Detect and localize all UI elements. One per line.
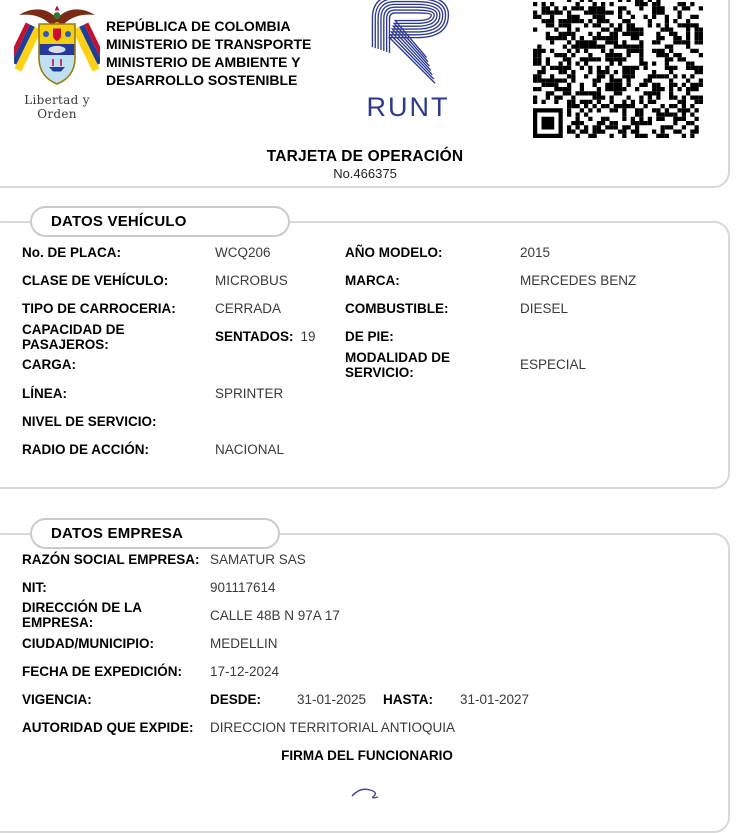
- company-row: [22, 601, 728, 629]
- field-label: AUTORIDAD QUE EXPIDE:: [22, 719, 194, 735]
- field-label: MODALIDAD DE SERVICIO:: [345, 349, 450, 380]
- field-value: 17-12-2024: [210, 663, 280, 679]
- field-label: COMBUSTIBLE:: [345, 300, 449, 316]
- vigencia-to-value: 31-01-2027: [460, 691, 530, 707]
- field-label: RAZÓN SOCIAL EMPRESA:: [22, 551, 200, 567]
- seated-capacity: [215, 329, 345, 344]
- company-row: [22, 573, 728, 601]
- field-value: CERRADA: [215, 300, 282, 316]
- vehicle-row: [22, 323, 728, 351]
- field-value: DIESEL: [520, 300, 569, 316]
- document-title: TARJETA DE OPERACIÓN: [266, 148, 464, 165]
- vehicle-row: [22, 294, 728, 322]
- field-label: No. DE PLACA:: [22, 244, 121, 260]
- field-value: MICROBUS: [215, 272, 288, 288]
- field-label: CIUDAD/MUNICIPIO:: [22, 635, 154, 651]
- company-row: [22, 629, 728, 657]
- runt-logo: [358, 0, 458, 123]
- field-value: WCQ206: [215, 244, 271, 260]
- vehicle-row: [22, 379, 728, 407]
- document-number: No.466375: [333, 166, 397, 181]
- ministry-line: MINISTERIO DE AMBIENTE Y: [106, 54, 301, 70]
- company-row: [22, 545, 728, 573]
- field-value: SAMATUR SAS: [210, 551, 306, 567]
- company-section-title: DATOS EMPRESA: [51, 525, 184, 542]
- ministry-line: DESARROLLO SOSTENIBLE: [106, 72, 298, 88]
- company-row: [22, 713, 728, 741]
- field-label: FECHA DE EXPEDICIÓN:: [22, 663, 183, 679]
- field-value: ESPECIAL: [520, 357, 587, 373]
- field-label: NIVEL DE SERVICIO:: [22, 413, 157, 429]
- vigencia-from-value: 31-01-2025: [297, 691, 367, 707]
- field-label: AÑO MODELO:: [345, 244, 443, 260]
- signature-title: FIRMA DEL FUNCIONARIO: [281, 748, 453, 763]
- ministry-header-text: [106, 17, 311, 89]
- field-label: VIGENCIA:: [22, 691, 92, 707]
- qr-code: [533, 0, 703, 138]
- vehicle-section-title: DATOS VEHÍCULO: [51, 213, 187, 230]
- field-label: LÍNEA:: [22, 385, 67, 401]
- coat-of-arms-icon: [14, 4, 100, 90]
- vehicle-row: [22, 266, 728, 294]
- ministry-line: MINISTERIO DE TRANSPORTE: [106, 36, 312, 52]
- field-label: RADIO DE ACCIÓN:: [22, 441, 149, 457]
- field-label: CLASE DE VEHÍCULO:: [22, 272, 169, 288]
- company-section-header: [30, 518, 280, 549]
- vigencia-from-label: DESDE:: [210, 691, 262, 707]
- field-label: MARCA:: [345, 272, 400, 288]
- field-value: 2015: [520, 244, 551, 260]
- field-value: MEDELLIN: [210, 635, 278, 651]
- company-data-grid: [22, 545, 728, 741]
- vehicle-row: [22, 435, 728, 463]
- company-row-vigencia: [22, 685, 728, 713]
- colombia-coat-of-arms: [14, 4, 100, 121]
- field-label: CAPACIDAD DE PASAJEROS:: [22, 321, 125, 352]
- vigencia-to-label: HASTA:: [383, 691, 433, 707]
- field-value: 901117614: [210, 579, 276, 595]
- signature-stroke: [348, 784, 388, 799]
- vehicle-data-grid: [22, 238, 728, 464]
- vehicle-row: [22, 351, 728, 379]
- field-value: NACIONAL: [215, 441, 285, 457]
- field-value: DIRECCION TERRITORIAL ANTIOQUIA: [210, 719, 456, 735]
- field-label: NIT:: [22, 579, 47, 595]
- runt-wordmark: RUNT: [366, 92, 450, 122]
- field-value: SPRINTER: [215, 385, 284, 401]
- runt-r-icon: [361, 0, 456, 90]
- field-label: SENTADOS:: [215, 329, 294, 345]
- field-value: CALLE 48B N 97A 17: [210, 607, 340, 623]
- vehicle-row: [22, 238, 728, 266]
- field-value: MERCEDES BENZ: [520, 272, 637, 288]
- field-label: CARGA:: [22, 357, 76, 373]
- ministry-line: REPÚBLICA DE COLOMBIA: [106, 18, 291, 34]
- field-label: DIRECCIÓN DE LA EMPRESA:: [22, 600, 142, 630]
- vehicle-section-header: [30, 206, 290, 237]
- field-label: DE PIE:: [345, 329, 394, 345]
- vehicle-row: [22, 407, 728, 435]
- field-label: TIPO DE CARROCERIA:: [22, 300, 176, 316]
- coat-of-arms-motto: Libertad y Orden: [24, 93, 90, 121]
- company-row: [22, 657, 728, 685]
- field-value: 19: [300, 329, 316, 345]
